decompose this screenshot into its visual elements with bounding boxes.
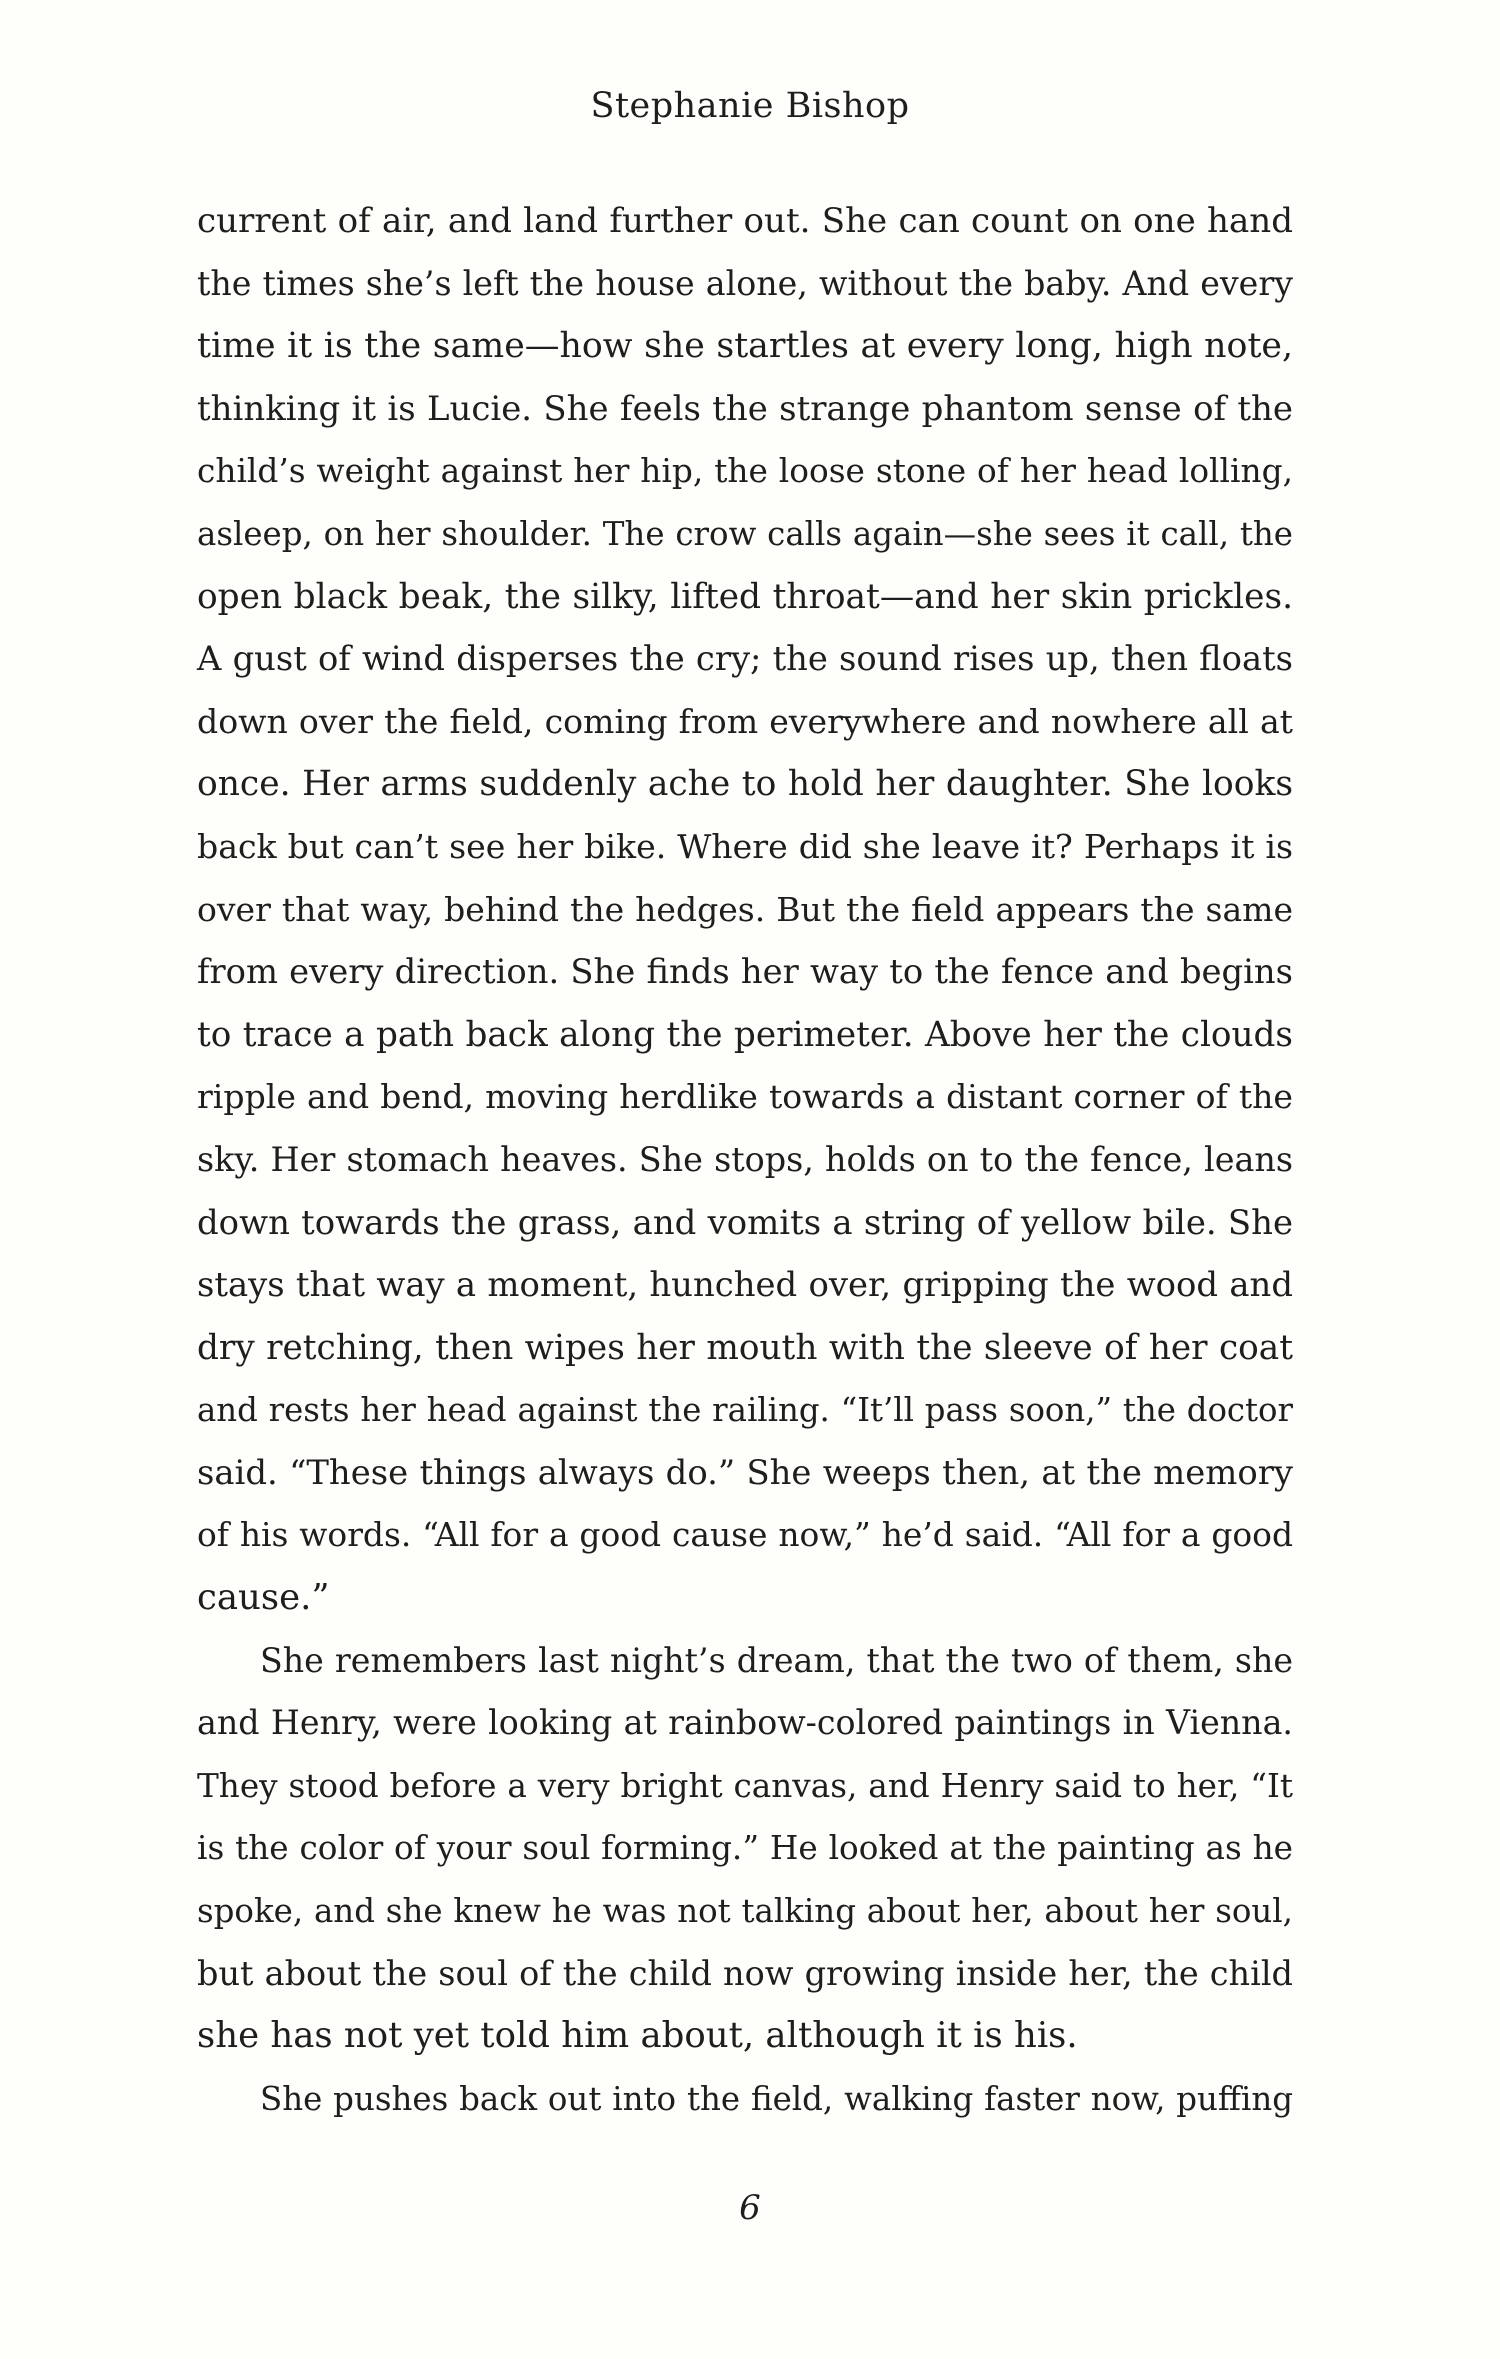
text-line: to trace a path back along the perimeter. Above her the clouds	[197, 1014, 1293, 1055]
paragraph	[197, 190, 1293, 1630]
text-line: current of air, and land further out. She can count on one hand	[197, 201, 1293, 241]
paragraph	[197, 2068, 1293, 2131]
text-line: spoke, and she knew he was not talking about her, about her soul,	[197, 1892, 1293, 1931]
text-line: said. “These things always do.” She weeps then, at the memory	[197, 1452, 1293, 1492]
text-line: A gust of wind disperses the cry; the sound rises up, then floats	[197, 639, 1293, 679]
text-line: asleep, on her shoulder. The crow calls again—she sees it call, the	[197, 514, 1293, 553]
text-line: from every direction. She finds her way to the fence and begins	[197, 952, 1293, 992]
text-line: sky. Her stomach heaves. She stops, holds on to the fence, leans	[197, 1139, 1293, 1179]
text-line: and rests her head against the railing. “It’ll pass soon,” the doctor	[197, 1391, 1293, 1430]
text-line: she has not yet told him about, although it is his.	[197, 2015, 1078, 2057]
body-text	[197, 190, 1293, 2130]
running-head: Stephanie Bishop	[590, 86, 910, 126]
text-line: once. Her arms suddenly ache to hold her daughter. She looks	[197, 764, 1293, 805]
text-line: cause.”	[197, 1577, 330, 1619]
text-line: She remembers last night’s dream, that the two of them, she	[260, 1640, 1293, 1680]
text-line: of his words. “All for a good cause now,” he’d said. “All for a good	[197, 1515, 1293, 1555]
text-line: but about the soul of the child now growing inside her, the child	[197, 1953, 1293, 1993]
text-line: open black beak, the silky, lifted throat—and her skin prickles.	[197, 576, 1293, 617]
text-line: They stood before a very bright canvas, and Henry said to her, “It	[197, 1766, 1293, 1805]
page-number: 6	[739, 2188, 761, 2228]
text-line: over that way, behind the hedges. But the field appears the same	[197, 889, 1293, 929]
text-line: child’s weight against her hip, the loose stone of her head lolling,	[197, 452, 1293, 491]
text-line: She pushes back out into the field, walking faster now, puffing	[260, 2079, 1293, 2118]
text-line: dry retching, then wipes her mouth with the sleeve of her coat	[197, 1327, 1293, 1368]
text-line: time it is the same—how she startles at every long, high note,	[197, 326, 1293, 367]
text-line: ripple and bend, moving herdlike towards a distant corner of the	[197, 1077, 1293, 1117]
text-line: thinking it is Lucie. She feels the strange phantom sense of the	[197, 388, 1293, 429]
text-line: is the color of your soul forming.” He looked at the painting as he	[197, 1829, 1293, 1868]
text-line: back but can’t see her bike. Where did she leave it? Perhaps it is	[197, 826, 1293, 866]
text-line: stays that way a moment, hunched over, gripping the wood and	[197, 1265, 1293, 1305]
paragraph	[197, 1630, 1293, 2068]
text-line: the times she’s left the house alone, without the baby. And every	[197, 263, 1293, 303]
text-line: down over the field, coming from everywhere and nowhere all at	[197, 701, 1293, 741]
text-line: down towards the grass, and vomits a string of yellow bile. She	[197, 1202, 1293, 1242]
text-line: and Henry, were looking at rainbow-colored paintings in Vienna.	[197, 1703, 1293, 1743]
